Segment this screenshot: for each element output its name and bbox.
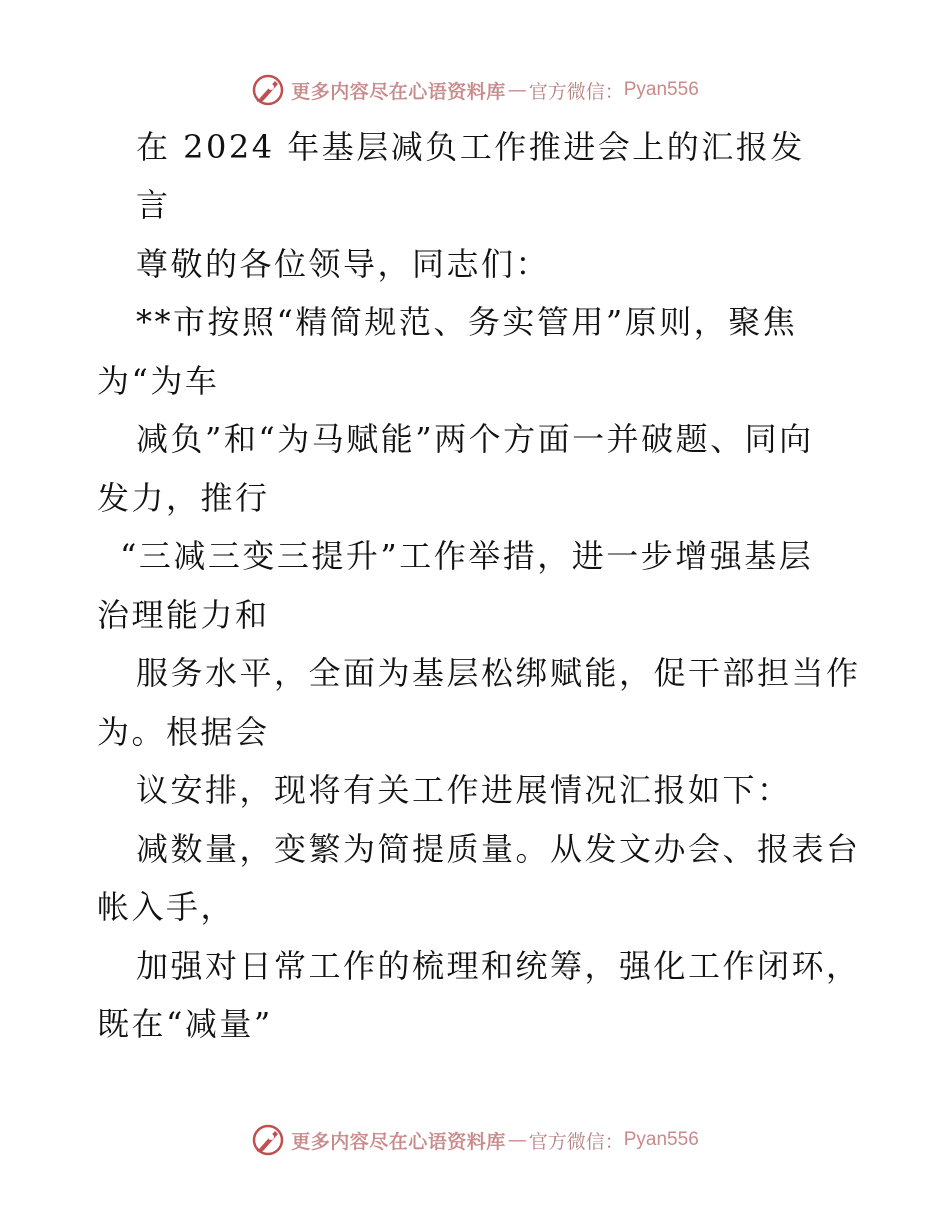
paragraph-line: 治理能力和 [97, 596, 270, 634]
paragraph-line: “三减三变三提升”工作举措，进一步增强基层 [120, 537, 814, 575]
watermark-id: Pyan556 [623, 79, 699, 100]
paragraph-line: 发力，推行 [97, 479, 270, 517]
document-title-line-1: 在 2024 年基层减负工作推进会上的汇报发 [136, 128, 805, 166]
watermark-text: 更多内容尽在心语资料库 [291, 80, 506, 103]
paragraph-line: 帐入手， [97, 888, 236, 926]
document-title-line-2: 言 [136, 186, 171, 224]
footer-watermark [0, 1120, 950, 1160]
salutation: 尊敬的各位领导，同志们： [136, 245, 551, 283]
paragraph-line: 议安排，现将有关工作进展情况汇报如下： [136, 771, 792, 809]
paragraph-line: **市按照“精简规范、务实管用”原则，聚焦 [136, 303, 798, 341]
watermark-separator: — [507, 79, 527, 101]
watermark-label: 官方微信： [528, 80, 624, 103]
pen-logo-icon [251, 73, 285, 107]
paragraph-line: 为“为车 [97, 362, 220, 400]
watermark-id: Pyan556 [623, 1129, 699, 1150]
paragraph-line: 为。根据会 [97, 713, 270, 751]
paragraph-line: 服务水平，全面为基层松绑赋能，促干部担当作 [136, 654, 861, 692]
paragraph-line: 加强对日常工作的梳理和统筹，强化工作闭环， [136, 947, 861, 985]
watermark-text: 更多内容尽在心语资料库 [291, 1130, 506, 1153]
paragraph-line: 既在“减量” [97, 1005, 273, 1043]
watermark-label: 官方微信： [528, 1130, 624, 1153]
header-watermark [0, 70, 950, 110]
watermark-separator: — [507, 1129, 527, 1151]
pen-logo-icon [251, 1123, 285, 1157]
paragraph-line: 减数量，变繁为简提质量。从发文办会、报表台 [136, 830, 861, 868]
paragraph-line: 减负”和“为马赋能”两个方面一并破题、同向 [136, 420, 814, 458]
